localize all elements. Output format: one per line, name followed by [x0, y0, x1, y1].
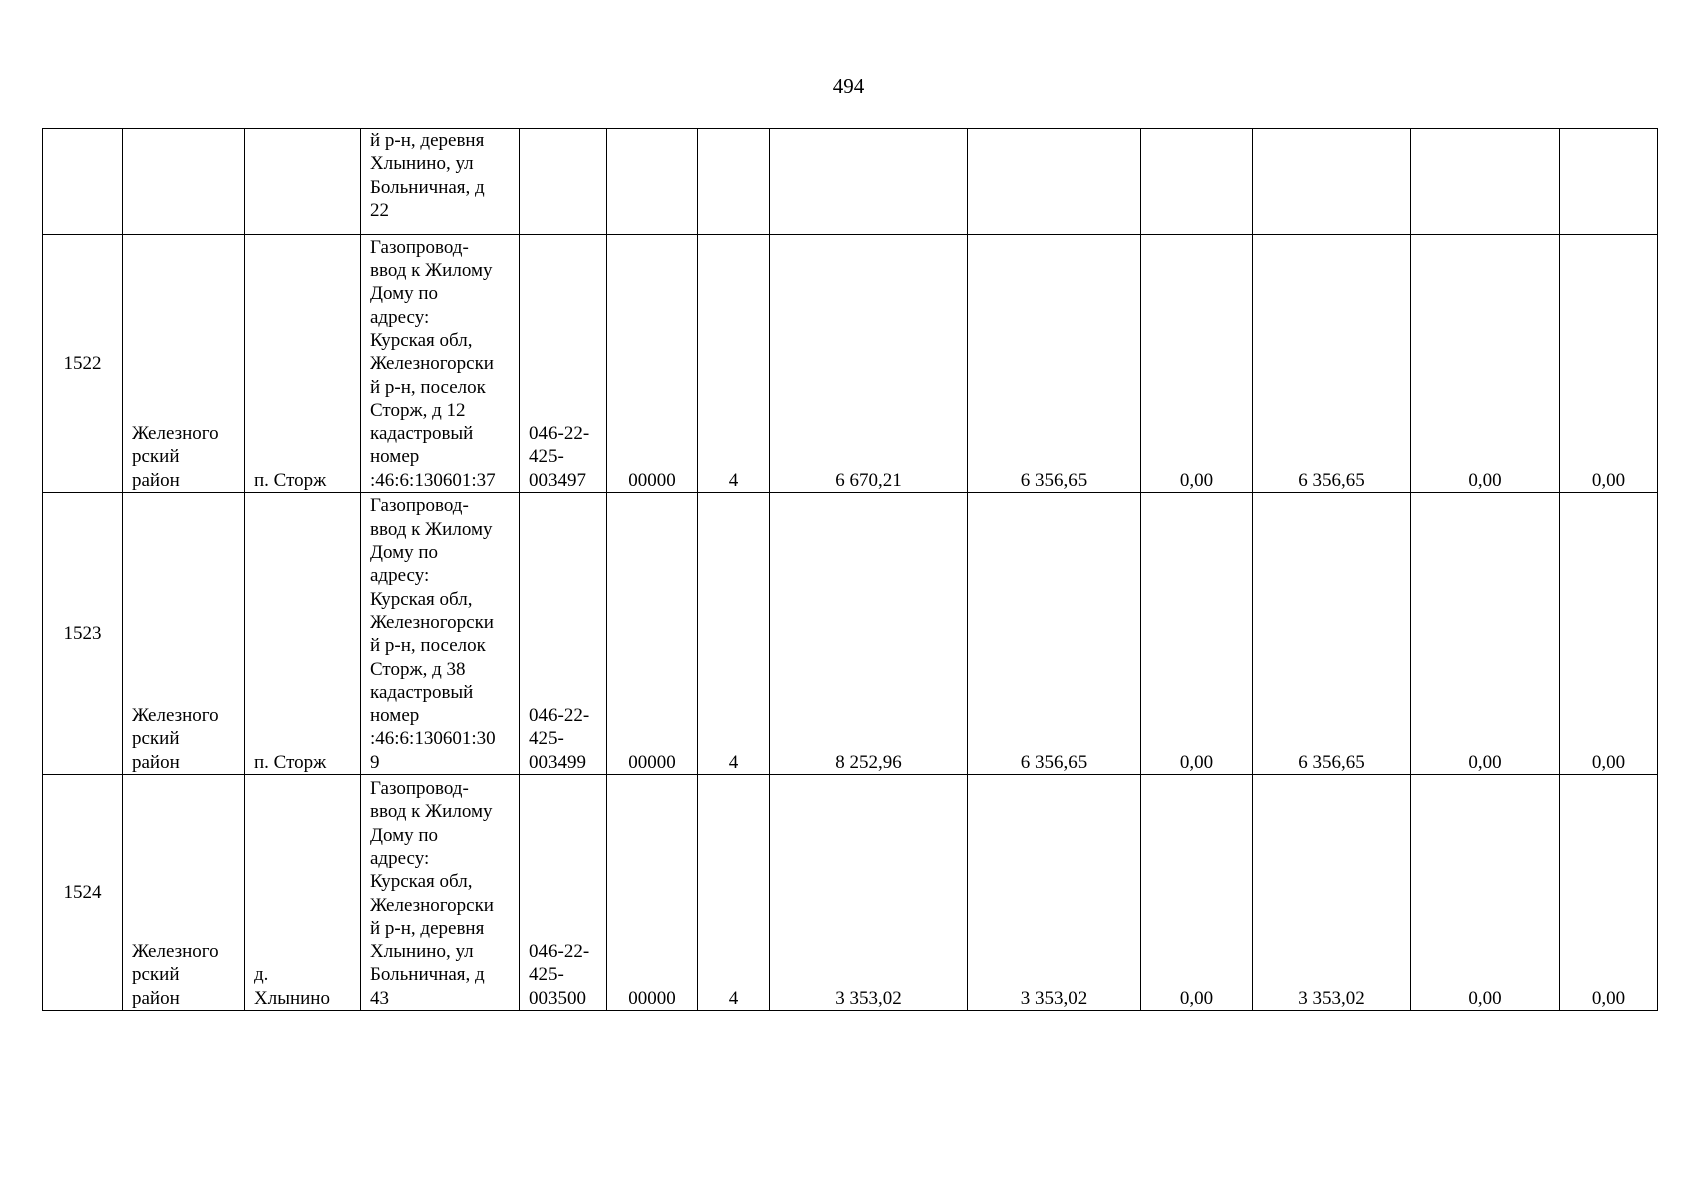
- cell-value-3: 0,00: [1141, 493, 1253, 775]
- cell-value-2: 3 353,02: [968, 775, 1141, 1011]
- cell-locality: д. Хлынино: [245, 775, 361, 1011]
- cell-value-2: 6 356,65: [968, 493, 1141, 775]
- page-number: 494: [832, 74, 865, 98]
- cell-district: Железного рский район: [123, 775, 245, 1011]
- cell-object-description: Газопровод- ввод к Жилому Дому по адресу: Курская обл, Железногорски й р-н, деревня Хлынино, ул Больничная, д 43: [361, 775, 520, 1011]
- cell-value-3: 0,00: [1141, 775, 1253, 1011]
- cell-value-1: 8 252,96: [770, 493, 968, 775]
- cell-object-description: Газопровод- ввод к Жилому Дому по адресу: Курская обл, Железногорски й р-н, поселок Сторж, д 12 кадастровый номер :46:6:130601:37: [361, 235, 520, 493]
- cell-num: 1523: [43, 493, 123, 775]
- cell-object-description: й р-н, деревня Хлынино, ул Больничная, д 22: [361, 129, 520, 235]
- cell-value-2: 6 356,65: [968, 235, 1141, 493]
- cell-code: 00000: [607, 235, 698, 493]
- cell-value-1: 3 353,02: [770, 775, 968, 1011]
- cell-district: Железного рский район: [123, 235, 245, 493]
- cell-group: 4: [698, 775, 770, 1011]
- cell-group: 4: [698, 235, 770, 493]
- cell-value-4: 6 356,65: [1253, 235, 1411, 493]
- cell-value-6: 0,00: [1560, 235, 1658, 493]
- cell-value-6: 0,00: [1560, 775, 1658, 1011]
- cell-value-4: 3 353,02: [1253, 775, 1411, 1011]
- cell-num: 1522: [43, 235, 123, 493]
- cell-value-5: [1411, 129, 1560, 235]
- cell-locality: п. Сторж: [245, 235, 361, 493]
- cell-value-3: 0,00: [1141, 235, 1253, 493]
- table-row-continuation: [43, 129, 1658, 235]
- cell-value-1: 6 670,21: [770, 235, 968, 493]
- table-row: [43, 775, 1658, 1011]
- table-row: [43, 493, 1658, 775]
- cell-code: 00000: [607, 775, 698, 1011]
- cell-inventory-number: 046-22- 425- 003500: [520, 775, 607, 1011]
- cell-value-5: 0,00: [1411, 235, 1560, 493]
- cell-object-description: Газопровод- ввод к Жилому Дому по адресу: Курская обл, Железногорски й р-н, поселок Сторж, д 38 кадастровый номер :46:6:130601:30 9: [361, 493, 520, 775]
- cell-num: [43, 129, 123, 235]
- cell-inventory-number: 046-22- 425- 003497: [520, 235, 607, 493]
- cell-district: [123, 129, 245, 235]
- cell-value-5: 0,00: [1411, 775, 1560, 1011]
- cell-group: [698, 129, 770, 235]
- cell-value-6: 0,00: [1560, 493, 1658, 775]
- cell-value-1: [770, 129, 968, 235]
- table-row: [43, 235, 1658, 493]
- cell-group: 4: [698, 493, 770, 775]
- cell-value-6: [1560, 129, 1658, 235]
- cell-value-3: [1141, 129, 1253, 235]
- cell-value-5: 0,00: [1411, 493, 1560, 775]
- cell-locality: п. Сторж: [245, 493, 361, 775]
- register-table: [42, 128, 1658, 1011]
- cell-num: 1524: [43, 775, 123, 1011]
- cell-value-2: [968, 129, 1141, 235]
- cell-code: 00000: [607, 493, 698, 775]
- cell-inventory-number: 046-22- 425- 003499: [520, 493, 607, 775]
- cell-code: [607, 129, 698, 235]
- cell-locality: [245, 129, 361, 235]
- cell-district: Железного рский район: [123, 493, 245, 775]
- cell-value-4: [1253, 129, 1411, 235]
- cell-value-4: 6 356,65: [1253, 493, 1411, 775]
- cell-inventory-number: [520, 129, 607, 235]
